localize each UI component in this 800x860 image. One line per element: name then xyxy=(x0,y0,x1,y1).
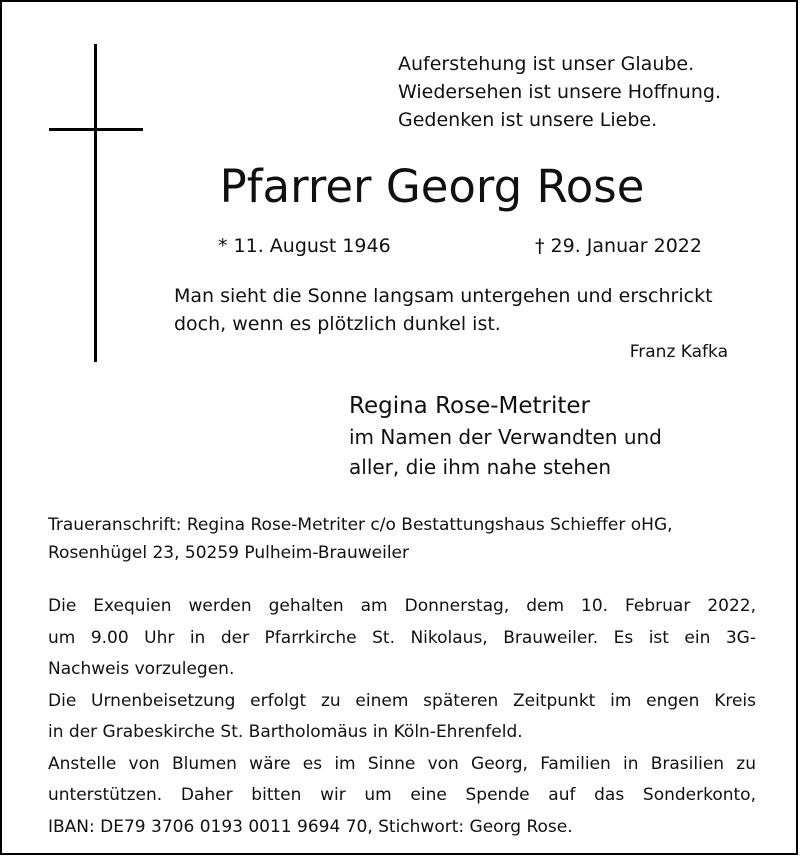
details-line: Nachweis vorzulegen. xyxy=(48,659,235,679)
deceased-name: Pfarrer Georg Rose xyxy=(219,160,645,213)
address-line: Rosenhügel 23, 50259 Pulheim-Brauweiler xyxy=(48,543,409,563)
address-line: Traueranschrift: Regina Rose-Metriter c/o Bestattungshaus Schieffer oHG, xyxy=(48,515,673,535)
death-date: † 29. Januar 2022 xyxy=(535,235,702,257)
details-line: Die Exequien werden gehalten am Donnerstag, dem 10. Februar 2022, xyxy=(48,596,756,616)
motto-line: Gedenken ist unsere Liebe. xyxy=(398,109,658,131)
details-line: um 9.00 Uhr in der Pfarrkirche St. Nikolaus, Brauweiler. Es ist ein 3G- xyxy=(48,627,756,648)
details-line: IBAN: DE79 3706 0193 0011 9694 70, Stichwort: Georg Rose. xyxy=(48,816,573,837)
quote-line: doch, wenn es plötzlich dunkel ist. xyxy=(174,313,501,335)
mourning-address xyxy=(48,511,673,567)
quote xyxy=(174,282,713,338)
mourner-name: Regina Rose-Metriter xyxy=(349,393,591,419)
motto xyxy=(398,50,721,134)
quote-author: Franz Kafka xyxy=(629,342,728,362)
mourners-line: aller, die ihm nahe stehen xyxy=(349,455,612,479)
details-line: Die Urnenbeisetzung erfolgt zu einem späteren Zeitpunkt im engen Kreis xyxy=(48,690,756,711)
details-line: Anstelle von Blumen wäre es im Sinne von Georg, Familien in Brasilien zu xyxy=(48,753,756,774)
motto-line: Wiedersehen ist unsere Hoffnung. xyxy=(398,81,721,103)
funeral-details xyxy=(48,591,756,843)
mourners-lines xyxy=(349,422,662,482)
cross-icon-horizontal xyxy=(49,128,143,131)
details-line: in der Grabeskirche St. Bartholomäus in Köln-Ehrenfeld. xyxy=(48,722,523,742)
motto-line: Auferstehung ist unser Glaube. xyxy=(398,53,695,75)
birth-date: * 11. August 1946 xyxy=(218,235,391,257)
quote-line: Man sieht die Sonne langsam untergehen und erschrickt xyxy=(174,285,713,307)
details-line: unterstützen. Daher bitten wir um eine Spende auf das Sonderkonto, xyxy=(48,785,756,805)
mourners-line: im Namen der Verwandten und xyxy=(349,425,662,449)
